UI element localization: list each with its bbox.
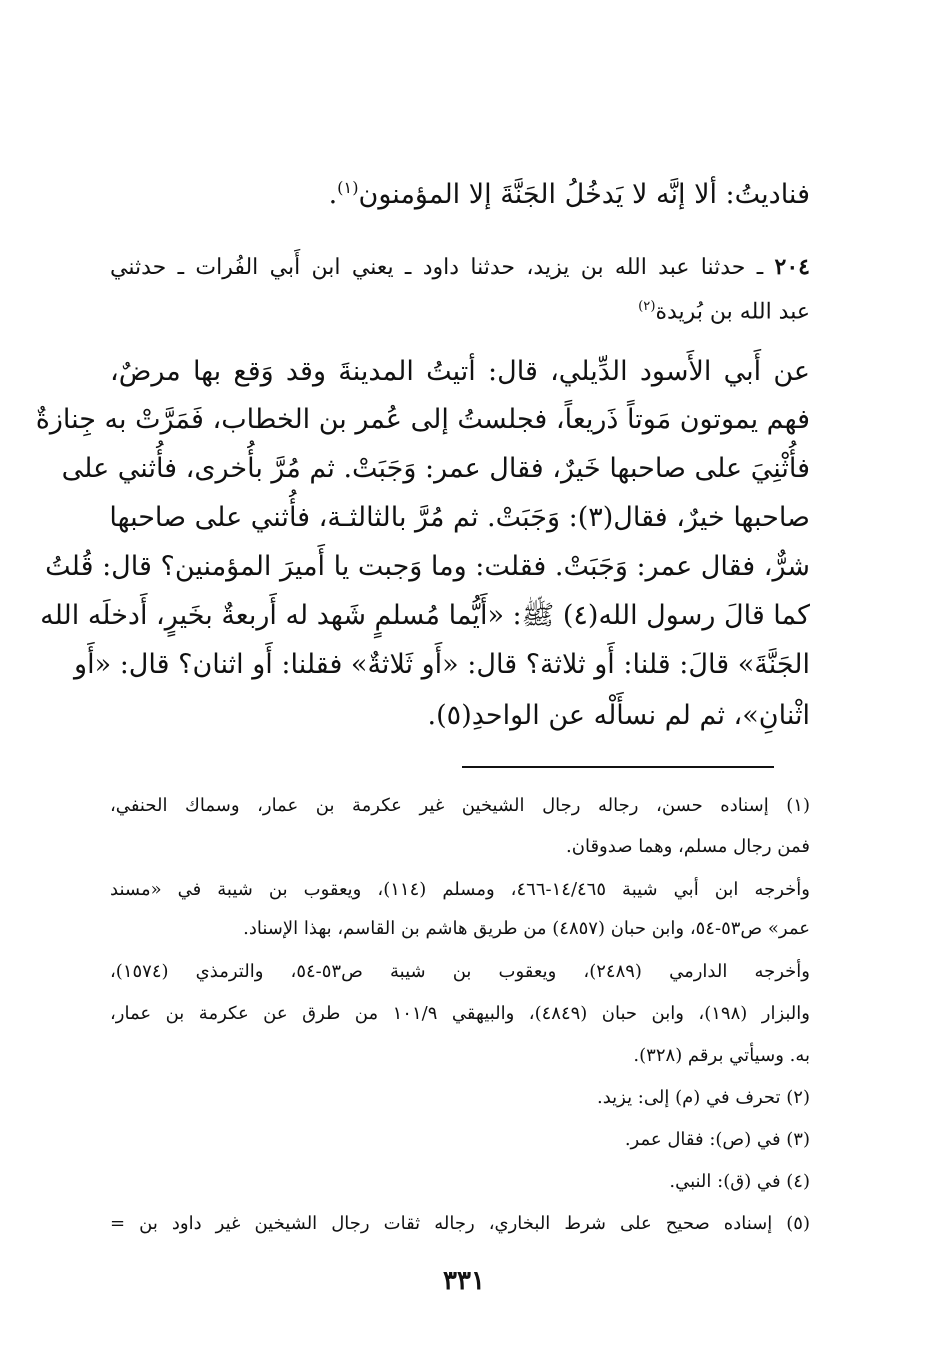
body-line-2: فهم يموتون مَوتاً ذَريعاً، فجلستُ إلى عُمر بن الخطاب، فَمَرَّتْ به جِنازةٌ [35,404,810,435]
footnote-line-10: (٤) في (ق): النبي. [669,1171,810,1192]
body-line-4: صاحبها خيرٌ، فقال(٣): وَجَبَتْ. ثم مُرَّ بالثالثـة، فأُثني على صاحبها [109,502,810,533]
body-line-3: فأُثْنِيَ على صاحبها خَيرٌ، فقال عمر: وَجَبَتْ. ثم مُرَّ بأُخرى، فأُثني على [61,453,810,484]
footnote-line-1: (١) إسناده حسن، رجاله رجال الشيخين غير عكرمة بن عمار، وسماك الحنفي، [110,795,810,816]
footnote-line-6: والبزار (١٩٨)، وابن حبان (٤٨٤٩)، والبيهقي ١٠١/٩ من طرق عن عكرمة بن عمار، [110,1003,810,1024]
main-text-line-1-body: فناديتُ: ألا إنَّه لا يَدخُلُ الجَنَّةَ إلا المؤمنون [358,179,810,210]
hadith-number: ٢٠٤ [774,254,810,280]
body-line-8: اثْنانِ»، ثم لم نسأَلْه عن الواحدِ(٥). [427,700,810,731]
footnote-line-7: به. وسيأتي برقم (٣٢٨). [633,1045,810,1066]
footnote-ref-1: (١) [337,178,359,197]
footnote-line-8: (٢) تحرف في (م) إلى: يزيد. [596,1087,810,1108]
footnote-line-5: وأخرجه الدارمي (٢٤٨٩)، ويعقوب بن شيبة ص٥٣-٥٤، والترمذي (١٥٧٤)، [110,961,810,982]
footnote-line-2: فمن رجال مسلم، وهما صدوقان. [566,836,810,857]
isnad-text-2: عبد الله بن بُريدة [655,299,810,325]
body-line-7: الجَنَّةَ» قالَ: قلنا: أَو ثلاثة؟ قال: «أَو ثَلاثةٌ» فقلنا: أَو اثنان؟ قال: «أَو [74,649,810,680]
footnote-divider [462,766,774,768]
footnote-line-3: وأخرجه ابن أبي شيبة ١٤/٤٦٥-٤٦٦، ومسلم (١١٤)، ويعقوب بن شيبة في «مسند [110,879,810,900]
footnote-ref-2: (٢) [638,299,656,314]
body-line-1: عن أَبي الأَسود الدِّيلي، قال: أتيتُ المدينةَ وقد وَقع بها مرضٌ، [110,356,810,387]
page-number: ٣٣١ [443,1266,485,1296]
line-1-end-punct: . [328,179,338,210]
body-line-6: كما قالَ رسول الله(٤) ﷺ: «أَيُّما مُسلمٍ شَهد له أَربعةٌ بخَيرٍ، أَدخلَه الله [40,600,810,631]
footnote-line-9: (٣) في (ص): فقال عمر. [624,1129,810,1150]
isnad-text: ـ حدثنا عبد الله بن يزيد، حدثنا داود ـ يعني ابن أَبي الفُرات ـ حدثني [110,255,764,280]
hadith-heading-line-2 [110,300,810,323]
footnote-line-4: عمر» ص٥٣-٥٤، وابن حبان (٤٨٥٧) من طريق هاشم بن القاسم، بهذا الإسناد. [243,918,810,939]
footnote-line-11: (٥) إسناده صحيح على شرط البخاري، رجاله ثقات رجال الشيخين غير داود بن = [110,1213,810,1234]
body-line-5: شرٌّ، فقال عمر: وَجَبَتْ. فقلت: وما وَجبت يا أَميرَ المؤمنين؟ قال: قُلتُ [45,551,810,582]
main-text-line-1 [110,180,810,208]
hadith-heading-line-1 [110,256,810,279]
